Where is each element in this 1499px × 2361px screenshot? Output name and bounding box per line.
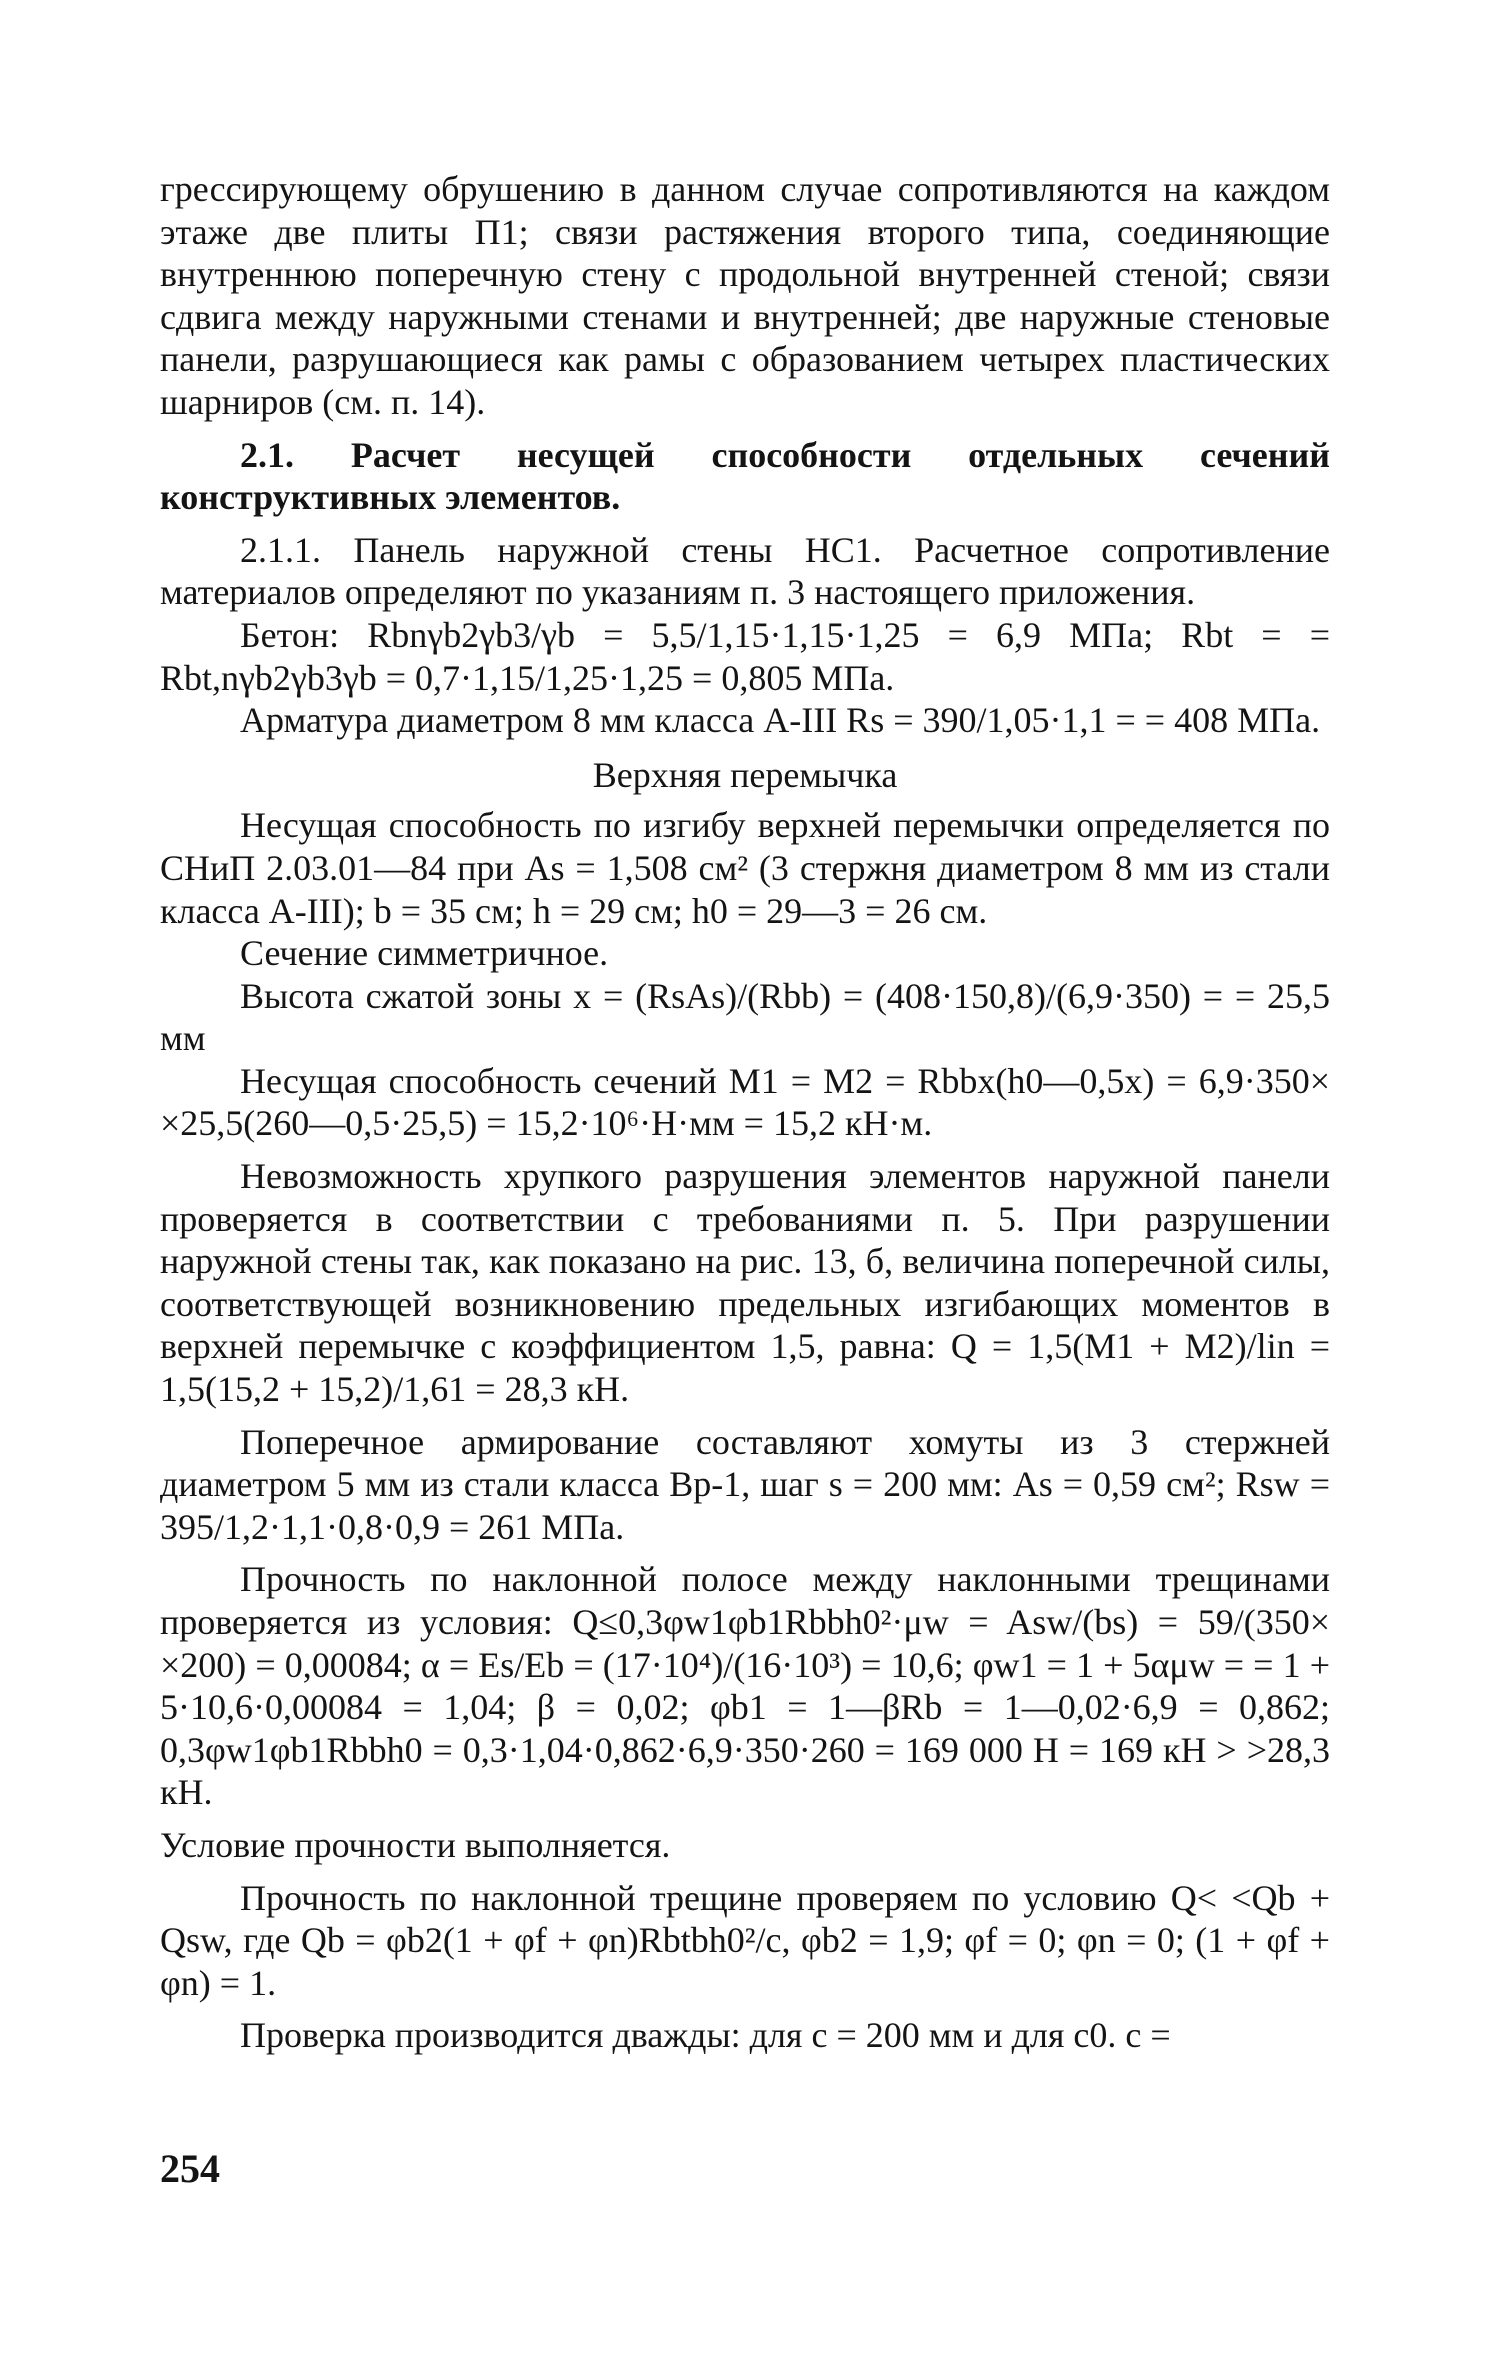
subheading-upper-lintel: Верхняя перемычка bbox=[592, 754, 898, 795]
paragraph-transverse-reinforcement: Поперечное армирование составляют хомуты из 3 стержней диаметром 5 мм из стали класса Вр-1, шаг s = 200 мм: As = 0,59 см²; Rsw = 395/1,2·1,1·0,8·0,9 = 261 МПа. bbox=[160, 1421, 1330, 1547]
body-text bbox=[160, 168, 1330, 2057]
paragraph-check-twice: Проверка производится дважды: для c = 200 мм и для c0. c = bbox=[240, 2015, 1171, 2056]
paragraph-2-1-1: 2.1.1. Панель наружной стены НС1. Расчетное сопротивление материалов определяют по указаниям п. 3 настоящего приложения. bbox=[160, 529, 1330, 613]
paragraph-brittle-failure: Невозможность хрупкого разрушения элементов наружной панели проверяется в соответствии с требованиями п. 5. При разрушении наружной стены так, как показано на рис. 13, б, величина поперечной силы, соответствующей возникновению предельных изгибающих моментов в верхней перемычке с коэффициентом 1,5, равна: Q = 1,5(M1 + M2)/lin = 1,5(15,2 + 15,2)/1,61 = 28,3 кН. bbox=[160, 1156, 1330, 1410]
paragraph-bending-capacity: Несущая способность по изгибу верхней перемычки определяется по СНиП 2.03.01—84 при As = 1,508 см² (3 стержня диаметром 8 мм из стали класса А-III); b = 35 см; h = 29 см; h0 = 29—3 = 26 см. bbox=[160, 805, 1330, 931]
paragraph-compressed-zone: Высота сжатой зоны x = (RsAs)/(Rbb) = (408·150,8)/(6,9·350) = = 25,5 мм bbox=[160, 975, 1330, 1059]
paragraph-reinforcement: Арматура диаметром 8 мм класса А-III Rs = 390/1,05·1,1 = = 408 МПа. bbox=[240, 700, 1321, 741]
paragraph-symmetric-section: Сечение симметричное. bbox=[240, 933, 609, 974]
paragraph-intro: грессирующему обрушению в данном случае сопротивляются на каждом этаже две плиты П1; связи растяжения второго типа, соединяющие внутреннюю поперечную стену с продольной внутренней стеной; связи сдвига между наружными стенами и внутренней; две наружные стеновые панели, разрушающиеся как рамы с образованием четырех пластических шарниров (см. п. 14). bbox=[160, 169, 1330, 422]
page-number: 254 bbox=[160, 2146, 220, 2191]
paragraph-inclined-crack: Прочность по наклонной трещине проверяем по условию Q< <Qb + Qsw, где Qb = φb2(1 + φf + φn)Rbtbh0²/c, φb2 = 1,9; φf = 0; φn = 0; (1 + φf + φn) = 1. bbox=[160, 1877, 1330, 2003]
section-heading-2-1: 2.1. Расчет несущей способности отдельных сечений конструктивных элементов. bbox=[160, 434, 1330, 518]
paragraph-section-capacity: Несущая способность сечений M1 = M2 = Rbbx(h0—0,5x) = 6,9·350× ×25,5(260—0,5·25,5) = 15,2·10⁶·Н·мм = 15,2 кН·м. bbox=[160, 1060, 1330, 1144]
paragraph-strength-condition: Условие прочности выполняется. bbox=[160, 1824, 671, 1865]
paragraph-inclined-strip: Прочность по наклонной полосе между наклонными трещинами проверяется из условия: Q≤0,3φw1φb1Rbbh0²·μw = Asw/(bs) = 59/(350× ×200) = 0,00084; α = Es/Eb = (17·10⁴)/(16·10³) = 10,6; φw1 = 1 + 5αμw = = 1 + 5·10,6·0,00084 = 1,04; β = 0,02; φb1 = 1—βRb = 1—0,02·6,9 = 0,862; 0,3φw1φb1Rbbh0 = 0,3·1,04·0,862·6,9·350·260 = 169 000 Н = 169 кН > >28,3 кН. bbox=[160, 1559, 1330, 1813]
paragraph-concrete: Бетон: Rbnγb2γb3/γb = 5,5/1,15·1,15·1,25 = 6,9 МПа; Rbt = = Rbt,nγb2γb3γb = 0,7·1,15/1,25·1,25 = 0,805 МПа. bbox=[160, 614, 1330, 698]
